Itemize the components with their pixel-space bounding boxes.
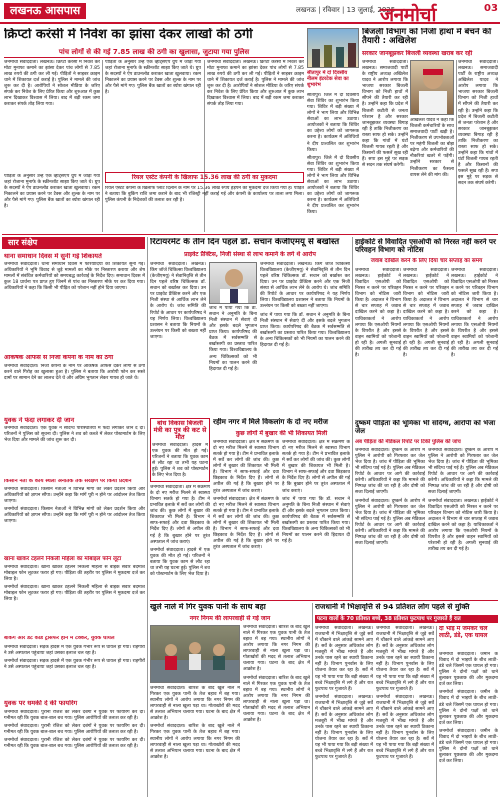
akhilesh-headline: बिजली विभाग को निजी हाथों में बेचने की तैयारी : अखिलेश	[362, 28, 492, 47]
brief-body-7: जनमोर्चा संवाददाता। पुरानी रंजिश को लेकर दबंगों ने युवक पर फायरिंग कर दी। गनीमत रही कि युवक बाल-बाल बच गया। पुलिस आरोपियों की तलाश कर रही है। जनमोर्चा संवाददाता। पुरानी रंजिश को लेकर दबंगों ने युवक पर फायरिंग कर दी। गनीमत रही कि युवक बाल-बाल बच गया। पुलिस आरोपियों की तलाश कर रही है। जनमोर्चा संवाददाता। पुरानी रंजिश को लेकर दबंगों ने युवक पर फायरिंग कर दी। गनीमत रही कि युवक बाल-बाल बच गया। पुलिस आरोपियों की तलाश कर रही है।	[4, 710, 145, 750]
crypto-body-col2: पीड़ितों के अनुसार उन्हें एक व्हाट्सएप ग्रुप में जोड़ा गया जहां रोजाना मुनाफे के स्क्रीनशॉट साझा किए जाते थे। ग्रुप के सदस्यों ने ऐप डाउनलोड कराकर खाता खुलवाया। रकम निकालने का प्रयास करने पर टैक्स और शुल्क के नाम पर और पैसे मांगे गए। पुलिस बैंक खातों का ब्योरा खंगाल रही है।	[105, 60, 201, 96]
column-rule	[147, 237, 148, 797]
column-rule	[456, 60, 457, 232]
briefs-header: सार संक्षेप	[2, 237, 145, 249]
rahim-body-col1: जनमोर्चा संवाददाता। क्षेत्र में संक्रमण के दो नए मरीज मिलने से स्वास्थ्य विभाग सतर्क हो गया है। टीम ने प्रभावित इलाके में सर्वे कर लोगों की जांच की। कुछ लोगों में बुखार की शिकायत भी मिली है। विभाग ने साफ-सफाई और दवा छिड़काव के निर्देश दिए हैं। लोगों से अपील की गई है कि बुखार होने पर तुरंत अस्पताल में जांच कराएं। जनमोर्चा संवाददाता। क्षेत्र में संक्रमण के दो नए मरीज मिलने से स्वास्थ्य विभाग सतर्क हो गया है। टीम ने प्रभावित इलाके में सर्वे कर लोगों की जांच की। कुछ लोगों में बुखार की शिकायत भी मिली है। विभाग ने साफ-सफाई और दवा छिड़काव के निर्देश दिए हैं। लोगों से अपील की गई है कि बुखार होने पर तुरंत अस्पताल में जांच कराएं।	[213, 440, 279, 551]
hc-headline: हाईकोर्ट से विवादित एसओपी को निरस्त नहीं करने पर परिवहन विभाग को नोटिस	[355, 238, 496, 254]
hc-body-col3: जनमोर्चा संवाददाता। लखनऊ। हाईकोर्ट ने विवादित एसओपी को निरस्त न करने पर परिवहन विभाग को नोटिस जारी किया है। अदालत ने विभाग से चार सप्ताह में जवाब दाखिल करने को कहा है। याचिकाकर्ता ने आरोप लगाया कि एसओपी नियमों के विपरीत है और इससे वाहन स्वामियों को परेशानी हो रही है। अगली सुनवाई की तारीख तय कर दी गई है।	[451, 268, 498, 358]
rahim-deck: कुछ लोगों में बुखार की भी शिकायत मिली	[235, 430, 328, 437]
hc-deck: जवाब दाखिल करने के लिए दिया चार सप्ताह का समय	[370, 258, 483, 264]
brief-body-2: जनमोर्चा संवाददाता। निजी कंपनी के नाम पर आकर्षक ऑफर्स देकर लोगों से ठगी करने वाले गिरोह का खुलासा हुआ है। पुलिस ने बताया कि आरोपी फोन कर सस्ते दामों पर सामान देने का लालच देते थे और अग्रिम भुगतान लेकर गायब हो जाते थे।	[4, 364, 145, 382]
drain-body-col2: जनमोर्चा संवाददाता। बारिश के बाद खुले नाले में गिरकर एक युवक पानी के तेज बहाव में बह गया। स्थानीय लोगों ने आरोप लगाया कि नगर निगम की लापरवाही से नाला खुला पड़ा था। गोताखोरों की मदद से तलाश अभियान चलाया गया। घटना के बाद क्षेत्र में आक्रोश है। जनमोर्चा संवाददाता। बारिश के बाद खुले नाले में गिरकर एक युवक पानी के तेज बहाव में बह गया। स्थानीय लोगों ने आरोप लगाया कि नगर निगम की लापरवाही से नाला खुला पड़ा था। गोताखोरों की मदद से तलाश अभियान चलाया गया। घटना के बाद क्षेत्र में आक्रोश है।	[243, 625, 310, 723]
page-number: 03	[484, 3, 498, 14]
beggary-headline: राजधानी में भिक्षावृत्ति से 94 प्रतिशत लोग पहले से मुक्ति	[315, 603, 470, 611]
brief-title-5: खाना खाकर टहलने निकली महिला का मोबाइल फोन लूटा	[4, 556, 122, 562]
edition-date: लखनऊ | रविवार | 13 जुलाई, 2025	[296, 6, 396, 14]
crypto-subhead-body: रियल एस्टेट कंपनी के खिलाफ प्लॉट दिलाने के नाम पर 15.36 लाख रुपये हड़पने का मुकदमा दर्ज किया गया है। पीड़ित ने बताया कि बुकिंग राशि जमा कराने के बाद भी रजिस्ट्री नहीं कराई गई और कंपनी के कार्यालय पर ताला लगा मिला। पुलिस कंपनी के निदेशकों की तलाश कर रही है।	[105, 186, 304, 204]
brief-body-3: जनमोर्चा संवाददाता। एक युवक ने संदिग्ध परिस्थितियों में फंदा लगाकर जान दे दी। परिजनों ने पुलिस को सूचना दी। पुलिस ने शव को कब्जे में लेकर पोस्टमार्टम के लिए भेज दिया और मामले की जांच शुरू कर दी।	[4, 426, 145, 444]
ticker-body: सीतापुर। जिले में दो दिवसीय सेवा शिविर का शुभारंभ किया गया। शिविर में बड़ी संख्या में लोगों ने भाग लिया और विभिन्न सेवाओं का लाभ उठाया। आयोजकों ने बताया कि शिविर का उद्देश्य लोगों को जागरूक करना है। कार्यक्रम में अतिथियों ने दीप प्रज्वलित कर शुभारंभ किया। सीतापुर। जिले में दो दिवसीय सेवा शिविर का शुभारंभ किया गया। शिविर में बड़ी संख्या में लोगों ने भाग लिया और विभिन्न सेवाओं का लाभ उठाया। आयोजकों ने बताया कि शिविर का उद्देश्य लोगों को जागरूक करना है। कार्यक्रम में अतिथियों ने दीप प्रज्वलित कर शुभारंभ किया।	[307, 93, 359, 216]
section-rule	[150, 600, 498, 601]
doctor-photo	[209, 262, 257, 304]
brief-title-1: थाना समाधान दिवस में सुनी गई शिकायतें	[4, 253, 102, 260]
brief-body-1: जनमोर्चा संवाददाता। थाना समाधान दिवस में फरियादियों की शिकायतें सुनी गईं। अधिकारियों ने भूमि विवाद से जुड़े मामलों का मौके पर निस्तारण कराया और शेष मामलों में संबंधित कर्मचारियों को समयबद्ध कार्रवाई के निर्देश दिए। समाधान दिवस में कुल 18 प्रार्थना पत्र प्राप्त हुए जिनमें से पांच का निस्तारण मौके पर कर दिया गया। अधिकारियों ने कहा कि किसी भी पीड़ित को परेशान नहीं होने दिया जाएगा।	[4, 262, 145, 292]
rape-case-body-col2: जनमोर्चा संवाददाता। दुष्कर्म के आरोप में पुलिस ने आरोपी को गिरफ्तार कर जेल भेज दिया है। जांच में पीड़िता की भूमिका भी संदिग्ध पाई गई है। पुलिस अब मेडिकल रिपोर्ट के आधार पर आगे की कार्रवाई करेगी। अधिकारियों ने कहा कि मामले की निष्पक्ष जांच की जा रही है और दोषी को सजा दिलाई जाएगी। जनमोर्चा संवाददाता। लखनऊ। हाईकोर्ट ने विवादित एसओपी को निरस्त न करने पर परिवहन विभाग को नोटिस जारी किया है। अदालत ने विभाग से चार सप्ताह में जवाब दाखिल करने को कहा है। याचिकाकर्ता ने आरोप लगाया कि एसओपी नियमों के विपरीत है और इससे वाहन स्वामियों को परेशानी हो रही है। अगली सुनवाई की तारीख तय कर दी गई है।	[428, 448, 498, 552]
akhilesh-photo	[410, 60, 454, 115]
retirement-body-col3: जनमोर्चा संवाददाता। लखनऊ। किंग जॉर्ज चिकित्सा विश्वविद्यालय (केजीएमयू) ने सेवानिवृत्ति से तीन दिन पहले वरिष्ठ चिकित्सक डॉ. सचान को बर्खास्त कर दिया। उन पर प्राइवेट प्रैक्टिस करने और एक निजी संस्था से आर्थिक लाभ लेने के आरोप थे। जांच समिति की रिपोर्ट के आधार पर कार्यपरिषद ने यह निर्णय लिया। विश्वविद्यालय प्रशासन ने बताया कि नियमों के उल्लंघन पर किसी को बख्शा नहीं जाएगा। जांच में पाया गया कि डॉ. सचान ने अनुमति के बिना निजी संस्थान में सेवाएं दीं और इसके बदले भुगतान प्राप्त किया। कार्यपरिषद की बैठक में सर्वसम्मति से बर्खास्तगी का प्रस्ताव पारित किया गया। विश्वविद्यालय के अन्य चिकित्सकों को भी नियमों का पालन करने की हिदायत दी गई है।	[260, 262, 350, 348]
akhilesh-deck: सरकार जानबूझकर बिजली व्यवस्था खराब कर रही	[362, 50, 473, 57]
crypto-subhead: रियल एस्टेट कंपनी के खिलाफ 15.36 लाख की ठगी का मुकदमा	[131, 174, 278, 181]
beggary-body-col1: जनमोर्चा संवाददाता। लखनऊ। राजधानी में भिक्षावृत्ति से जुड़े सर्वे में चौंकाने वाले आंकड़े सामने आए हैं। सर्वे के अनुसार अधिकांश लोग मजबूरी में भीख मांगते हैं और उनके पास रहने का स्थायी ठिकाना नहीं है। विभाग पुनर्वास के लिए योजना तैयार कर रहा है। सर्वे में यह भी पाया गया कि बड़ी संख्या में बच्चे भिक्षावृत्ति में लगे हैं और रात फुटपाथ पर गुजारते हैं। जनमोर्चा संवाददाता। लखनऊ। राजधानी में भिक्षावृत्ति से जुड़े सर्वे में चौंकाने वाले आंकड़े सामने आए हैं। सर्वे के अनुसार अधिकांश लोग मजबूरी में भीख मांगते हैं और उनके पास रहने का स्थायी ठिकाना नहीं है। विभाग पुनर्वास के लिए योजना तैयार कर रहा है। सर्वे में यह भी पाया गया कि बड़ी संख्या में बच्चे भिक्षावृत्ति में लगे हैं और रात फुटपाथ पर गुजारते हैं।	[315, 626, 373, 761]
column-rule	[312, 603, 313, 797]
brothers-fight-body: जनमोर्चा संवाददाता। जमीन के विवाद में दो भाइयों के बीच लाठी-डंडे चले जिसमें एक घायल हो गया। पुलिस ने दोनों पक्षों को थाने बुलाकर पूछताछ की और मुकदमा दर्ज कर लिया। जनमोर्चा संवाददाता। जमीन के विवाद में दो भाइयों के बीच लाठी-डंडे चले जिसमें एक घायल हो गया। पुलिस ने दोनों पक्षों को थाने बुलाकर पूछताछ की और मुकदमा दर्ज कर लिया। जनमोर्चा संवाददाता। जमीन के विवाद में दो भाइयों के बीच लाठी-डंडे चले जिसमें एक घायल हो गया। पुलिस ने दोनों पक्षों को थाने बुलाकर पूछताछ की और मुकदमा दर्ज कर लिया।	[439, 652, 498, 765]
column-rule	[352, 237, 353, 597]
drain-photo	[150, 625, 240, 683]
ticker-title: सीतापुर में दो दिवसीय नीलम इंटरटेक सेवा का शुभारंभ	[307, 70, 349, 88]
bridge-body-cont: जनमोर्चा संवाददाता। क्षेत्र में संक्रमण के दो नए मरीज मिलने से स्वास्थ्य विभाग सतर्क हो गया है। टीम ने प्रभावित इलाके में सर्वे कर लोगों की जांच की। कुछ लोगों में बुखार की शिकायत भी मिली है। विभाग ने साफ-सफाई और दवा छिड़काव के निर्देश दिए हैं। लोगों से अपील की गई है कि बुखार होने पर तुरंत अस्पताल में जांच कराएं। जनमोर्चा संवाददाता। हादसे में एक युवक की मौत हो गई। परिजनों ने बताया कि युवक काम से लौट रहा था तभी यह घटना हुई। पुलिस ने शव को पोस्टमार्टम के लिए भेज दिया है।	[150, 485, 210, 577]
brief-body-6: जनमोर्चा संवाददाता। सड़क हादसे में एक युवक गंभीर रूप से घायल हो गया। राहगीरों ने उसे अस्पताल पहुंचाया जहां उसका इलाज चल रहा है। जनमोर्चा संवाददाता। सड़क हादसे में एक युवक गंभीर रूप से घायल हो गया। राहगीरों ने उसे अस्पताल पहुंचाया जहां उसका इलाज चल रहा है।	[4, 645, 145, 671]
retirement-deck: प्राइवेट प्रैक्टिस, निजी संस्था से लाभ कमाने के लगे थे आरोप	[184, 251, 316, 258]
retirement-body-col1: जनमोर्चा संवाददाता। लखनऊ। किंग जॉर्ज चिकित्सा विश्वविद्यालय (केजीएमयू) ने सेवानिवृत्ति से तीन दिन पहले वरिष्ठ चिकित्सक डॉ. सचान को बर्खास्त कर दिया। उन पर प्राइवेट प्रैक्टिस करने और एक निजी संस्था से आर्थिक लाभ लेने के आरोप थे। जांच समिति की रिपोर्ट के आधार पर कार्यपरिषद ने यह निर्णय लिया। विश्वविद्यालय प्रशासन ने बताया कि नियमों के उल्लंघन पर किसी को बख्शा नहीं जाएगा।	[150, 262, 206, 340]
rape-case-headline: दुष्कर्म पीड़िता की भूमिका भी संदिग्ध, आरोपी को भेजा जेल	[355, 420, 496, 435]
akhilesh-body-col1: जनमोर्चा संवाददाता। लखनऊ। समाजवादी पार्टी के राष्ट्रीय अध्यक्ष अखिलेश यादव ने आरोप लगाया कि भाजपा सरकार बिजली विभाग को निजी हाथों में सौंपने की तैयारी कर रही है। उन्होंने कहा कि प्रदेश में बिजली कटौती से जनता परेशान है और सरकार जानबूझकर व्यवस्था बिगाड़ रही है ताकि निजीकरण का रास्ता साफ हो सके। उन्होंने कहा कि गांवों में घंटों बिजली गायब रहती है और किसानों की फसलें सूख रही हैं। सपा इस मुद्दे पर सड़क से सदन तक संघर्ष करेगी।	[362, 60, 408, 169]
bridge-headline: बांध विकास बिजली मंत्री का पुत्र की कट से मौत	[153, 420, 207, 442]
hc-body-col1: जनमोर्चा संवाददाता। लखनऊ। हाईकोर्ट ने विवादित एसओपी को निरस्त न करने पर परिवहन विभाग को नोटिस जारी किया है। अदालत ने विभाग से चार सप्ताह में जवाब दाखिल करने को कहा है। याचिकाकर्ता ने आरोप लगाया कि एसओपी नियमों के विपरीत है और इससे वाहन स्वामियों को परेशानी हो रही है। अगली सुनवाई की तारीख तय कर दी गई है।	[355, 268, 401, 358]
drain-body-col1: जनमोर्चा संवाददाता। बारिश के बाद खुले नाले में गिरकर एक युवक पानी के तेज बहाव में बह गया। स्थानीय लोगों ने आरोप लगाया कि नगर निगम की लापरवाही से नाला खुला पड़ा था। गोताखोरों की मदद से तलाश अभियान चलाया गया। घटना के बाद क्षेत्र में आक्रोश है। जनमोर्चा संवाददाता। बारिश के बाद खुले नाले में गिरकर एक युवक पानी के तेज बहाव में बह गया। स्थानीय लोगों ने आरोप लगाया कि नगर निगम की लापरवाही से नाला खुला पड़ा था। गोताखोरों की मदद से तलाश अभियान चलाया गया। घटना के बाद क्षेत्र में आक्रोश है।	[150, 686, 240, 760]
drain-deck: नगर निगम की लापरवाही से गई जान	[189, 615, 271, 622]
column-rule	[102, 60, 103, 232]
newspaper-logo: जनमोर्चा	[380, 4, 436, 26]
bridge-body: जनमोर्चा संवाददाता। हादसे में एक युवक की मौत हो गई। परिजनों ने बताया कि युवक काम से लौट रहा था तभी यह घटना हुई। पुलिस ने शव को पोस्टमार्टम के लिए भेज दिया है।	[152, 443, 208, 479]
rahim-body-col2: जनमोर्चा संवाददाता। क्षेत्र में संक्रमण के दो नए मरीज मिलने से स्वास्थ्य विभाग सतर्क हो गया है। टीम ने प्रभावित इलाके में सर्वे कर लोगों की जांच की। कुछ लोगों में बुखार की शिकायत भी मिली है। विभाग ने साफ-सफाई और दवा छिड़काव के निर्देश दिए हैं। लोगों से अपील की गई है कि बुखार होने पर तुरंत अस्पताल में जांच कराएं। जांच में पाया गया कि डॉ. सचान ने अनुमति के बिना निजी संस्थान में सेवाएं दीं और इसके बदले भुगतान प्राप्त किया। कार्यपरिषद की बैठक में सर्वसम्मति से बर्खास्तगी का प्रस्ताव पारित किया गया। विश्वविद्यालय के अन्य चिकित्सकों को भी नियमों का पालन करने की हिदायत दी गई है।	[282, 440, 350, 544]
crypto-body-col1-cont: पीड़ितों के अनुसार उन्हें एक व्हाट्सएप ग्रुप में जोड़ा गया जहां रोजाना मुनाफे के स्क्रीनशॉट साझा किए जाते थे। ग्रुप के सदस्यों ने ऐप डाउनलोड कराकर खाता खुलवाया। रकम निकालने का प्रयास करने पर टैक्स और शुल्क के नाम पर और पैसे मांगे गए। पुलिस बैंक खातों का ब्योरा खंगाल रही है।	[4, 174, 100, 210]
brothers-fight-headline: दो भाई में जमकर चले लाठी, डंडे, एक घायल	[439, 626, 488, 639]
akhilesh-body-col2: अखिलेश यादव ने कहा कि बिजली कर्मचारियों के साथ समाजवादी पार्टी खड़ी है। निजीकरण से उपभोक्ताओं पर महंगी बिजली का बोझ बढ़ेगा और कर्मचारियों की नौकरियां खतरे में पड़ेंगी। उन्होंने सरकार से निजीकरण का फैसला वापस लेने की मांग की।	[410, 118, 454, 178]
akhilesh-body-col3: जनमोर्चा संवाददाता। लखनऊ। समाजवादी पार्टी के राष्ट्रीय अध्यक्ष अखिलेश यादव ने आरोप लगाया कि भाजपा सरकार बिजली विभाग को निजी हाथों में सौंपने की तैयारी कर रही है। उन्होंने कहा कि प्रदेश में बिजली कटौती से जनता परेशान है और सरकार जानबूझकर व्यवस्था बिगाड़ रही है ताकि निजीकरण का रास्ता साफ हो सके। उन्होंने कहा कि गांवों में घंटों बिजली गायब रहती है और किसानों की फसलें सूख रही हैं। सपा इस मुद्दे पर सड़क से सदन तक संघर्ष करेगी।	[458, 60, 498, 187]
brief-title-2: आकर्षक ऑफर्स से निजी कंपनी के नाम की ठगी	[4, 355, 114, 361]
beggary-body-col2: जनमोर्चा संवाददाता। लखनऊ। राजधानी में भिक्षावृत्ति से जुड़े सर्वे में चौंकाने वाले आंकड़े सामने आए हैं। सर्वे के अनुसार अधिकांश लोग मजबूरी में भीख मांगते हैं और उनके पास रहने का स्थायी ठिकाना नहीं है। विभाग पुनर्वास के लिए योजना तैयार कर रहा है। सर्वे में यह भी पाया गया कि बड़ी संख्या में बच्चे भिक्षावृत्ति में लगे हैं और रात फुटपाथ पर गुजारते हैं। जनमोर्चा संवाददाता। लखनऊ। राजधानी में भिक्षावृत्ति से जुड़े सर्वे में चौंकाने वाले आंकड़े सामने आए हैं। सर्वे के अनुसार अधिकांश लोग मजबूरी में भीख मांगते हैं और उनके पास रहने का स्थायी ठिकाना नहीं है। विभाग पुनर्वास के लिए योजना तैयार कर रहा है। सर्वे में यह भी पाया गया कि बड़ी संख्या में बच्चे भिक्षावृत्ति में लगे हैं और रात फुटपाथ पर गुजारते हैं।	[376, 626, 434, 761]
brief-title-7: युवक पर धमकी दे की फायरिंग	[4, 700, 78, 707]
column-rule	[436, 626, 437, 797]
rape-case-deck: अब पीड़िता की मेडिकल रिपोर्ट पर टिकी पुलिस की जांच	[355, 439, 461, 445]
retirement-body-col2: जांच में पाया गया कि डॉ. सचान ने अनुमति के बिना निजी संस्थान में सेवाएं दीं और इसके बदले भुगतान प्राप्त किया। कार्यपरिषद की बैठक में सर्वसम्मति से बर्खास्तगी का प्रस्ताव पारित किया गया। विश्वविद्यालय के अन्य चिकित्सकों को भी नियमों का पालन करने की हिदायत दी गई है।	[209, 306, 257, 372]
crypto-body-col1: जनमोर्चा संवाददाता। लखनऊ। क्रिप्टो करंसी में निवेश कर मोटा मुनाफा कमाने का झांसा देकर पांच लोगों से 7.85 लाख रुपये की ठगी कर ली गई। पीड़ितों ने साइबर क्राइम थाने में शिकायत दर्ज कराई है। पुलिस ने मामले की जांच शुरू कर दी है। आरोपियों ने सोशल मीडिया के जरिए संपर्क कर निवेश के लिए प्रेरित किया और शुरुआत में कुछ लाभ दिखाकर विश्वास में लिया। बाद में बड़ी रकम जमा कराकर संपर्क तोड़ लिया गया।	[4, 60, 100, 108]
brief-title-6: बैंकिंग और डेट कार्ड ट्रांसफर होने में टक्कर, युवक घायल	[4, 636, 115, 641]
brief-body-5: जनमोर्चा संवाददाता। खाना खाकर टहलने निकली महिला से बाइक सवार बदमाश मोबाइल फोन लूटकर फरार हो गए। पीड़िता की तहरीर पर पुलिस ने मुकदमा दर्ज कर लिया है। जनमोर्चा संवाददाता। खाना खाकर टहलने निकली महिला से बाइक सवार बदमाश मोबाइल फोन लूटकर फरार हो गए। पीड़िता की तहरीर पर पुलिस ने मुकदमा दर्ज कर लिया है।	[4, 565, 145, 603]
crypto-body-col3: जनमोर्चा संवाददाता। लखनऊ। क्रिप्टो करंसी में निवेश कर मोटा मुनाफा कमाने का झांसा देकर पांच लोगों से 7.85 लाख रुपये की ठगी कर ली गई। पीड़ितों ने साइबर क्राइम थाने में शिकायत दर्ज कराई है। पुलिस ने मामले की जांच शुरू कर दी है। आरोपियों ने सोशल मीडिया के जरिए संपर्क कर निवेश के लिए प्रेरित किया और शुरुआत में कुछ लाभ दिखाकर विश्वास में लिया। बाद में बड़ी रकम जमा कराकर संपर्क तोड़ लिया गया।	[207, 60, 304, 108]
brief-title-3: युवक ने फंदा लगाकर दी जान	[4, 417, 75, 424]
section-label: लखनऊ आसपास	[4, 3, 86, 19]
crypto-deck: पांच लोगों से की गई 7.85 लाख की ठगी का खुलासा, जुटाया गया पुलिस	[58, 48, 250, 56]
hc-body-col2: जनमोर्चा संवाददाता। लखनऊ। हाईकोर्ट ने विवादित एसओपी को निरस्त न करने पर परिवहन विभाग को नोटिस जारी किया है। अदालत ने विभाग से चार सप्ताह में जवाब दाखिल करने को कहा है। याचिकाकर्ता ने आरोप लगाया कि एसओपी नियमों के विपरीत है और इससे वाहन स्वामियों को परेशानी हो रही है। अगली सुनवाई की तारीख तय कर दी गई है।	[403, 268, 449, 358]
rule	[4, 57, 304, 58]
masthead	[0, 0, 500, 24]
rahim-headline: रहीम नगर में मिले विकलांग के दो नए मरीज	[213, 418, 328, 426]
section-rule	[2, 234, 498, 235]
event-photo	[307, 28, 359, 68]
retirement-headline: रिटायरमेंट के तीन दिन पहले डॉ. सचान केजीएमयू से बर्खास्त	[150, 238, 340, 247]
brief-body-4: जनमोर्चा संवाददाता। किसान नेताओं ने विभिन्न मांगों को लेकर प्रदर्शन किया और अधिकारियों को ज्ञापन सौंपा। उन्होंने कहा कि मांगें पूरी न होने पर आंदोलन तेज किया जाएगा। जनमोर्चा संवाददाता। किसान नेताओं ने विभिन्न मांगों को लेकर प्रदर्शन किया और अधिकारियों को ज्ञापन सौंपा। उन्होंने कहा कि मांगें पूरी न होने पर आंदोलन तेज किया जाएगा।	[4, 487, 145, 525]
crypto-headline: क्रिप्टो करंसी में निवेश का झांसा देकर लाखों की ठगी	[4, 28, 253, 42]
rape-case-body-col1: जनमोर्चा संवाददाता। दुष्कर्म के आरोप में पुलिस ने आरोपी को गिरफ्तार कर जेल भेज दिया है। जांच में पीड़िता की भूमिका भी संदिग्ध पाई गई है। पुलिस अब मेडिकल रिपोर्ट के आधार पर आगे की कार्रवाई करेगी। अधिकारियों ने कहा कि मामले की निष्पक्ष जांच की जा रही है और दोषी को सजा दिलाई जाएगी। जनमोर्चा संवाददाता। दुष्कर्म के आरोप में पुलिस ने आरोपी को गिरफ्तार कर जेल भेज दिया है। जांच में पीड़िता की भूमिका भी संदिग्ध पाई गई है। पुलिस अब मेडिकल रिपोर्ट के आधार पर आगे की कार्रवाई करेगी। अधिकारियों ने कहा कि मामले की निष्पक्ष जांच की जा रही है और दोषी को सजा दिलाई जाएगी।	[355, 448, 425, 546]
drain-headline: खुले नाले में गिर युवक पानी के साथ बहा	[150, 603, 266, 611]
beggary-deck: पटना वालों के 70 प्रतिशत बच्चे, 38 प्रतिशत फुटपाथ पर गुजारते हैं रात	[315, 615, 498, 623]
brief-title-4: किसान नेता के कार्य स्थली अनैतिक तक संरक्षण पर किया प्रदर्शन	[4, 479, 132, 484]
